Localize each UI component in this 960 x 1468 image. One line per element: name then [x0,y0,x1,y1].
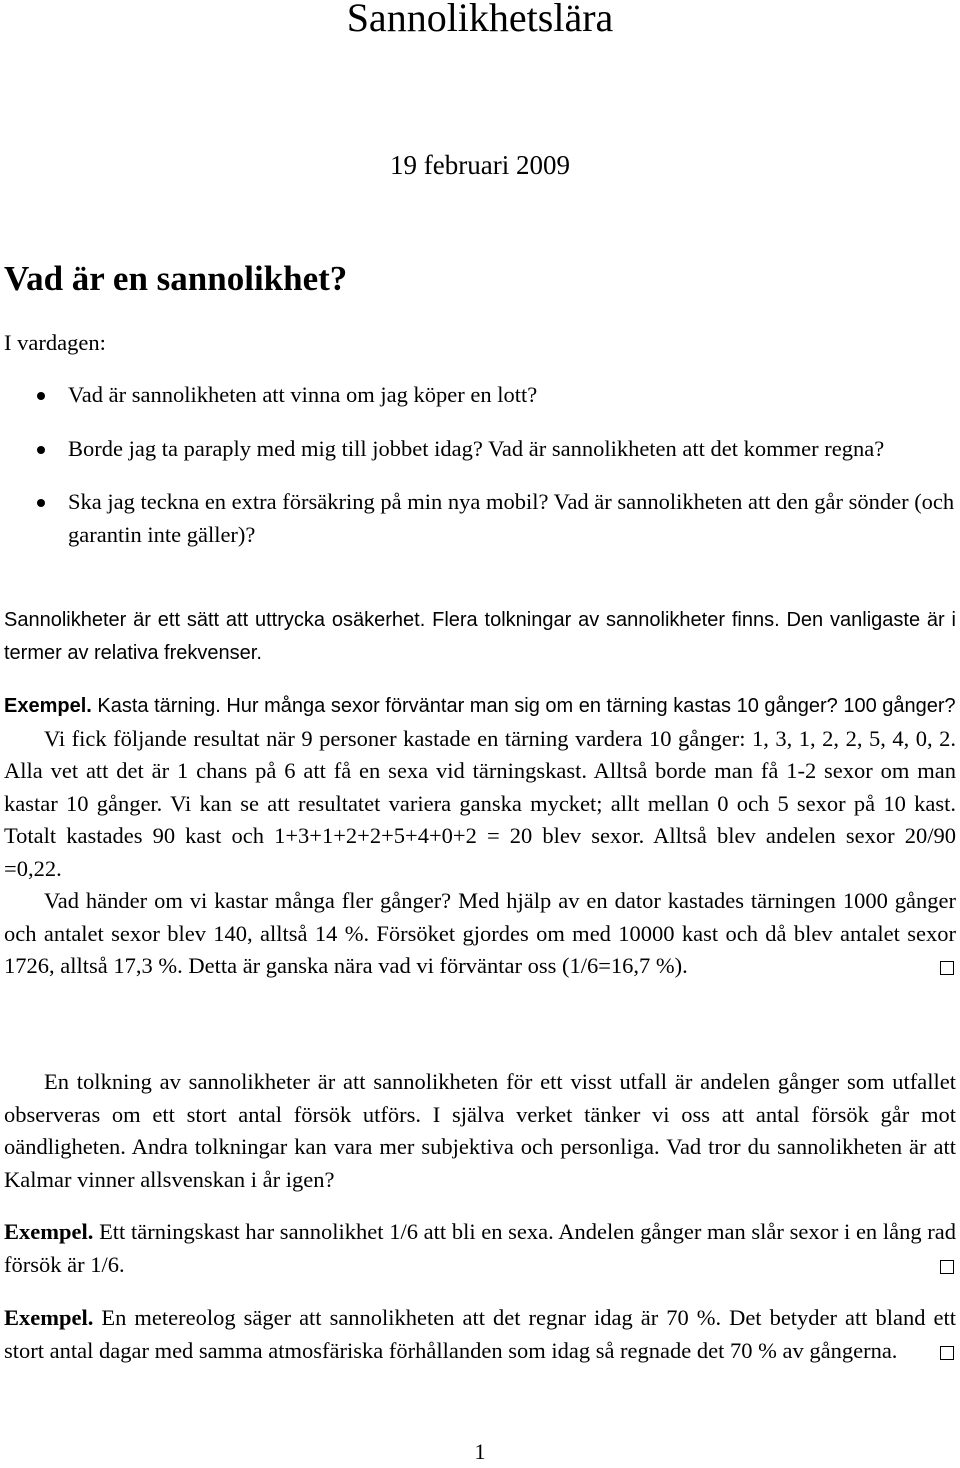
document-date: 19 februari 2009 [390,150,570,180]
bullet-icon [37,392,45,400]
qed-square-icon [940,961,954,975]
list-item-text: Ska jag teckna en extra försäkring på min nya mobil? Vad är sannolikheten att den går sönder (och garantin inte gäller)? [68,489,955,547]
section-heading: Vad är en sannolikhet? [4,259,348,298]
list-item-text: Vad är sannolikheten att vinna om jag köper en lott? [68,382,538,407]
example-paragraph [4,885,956,983]
example-label: Exempel. [4,695,92,717]
example-1 [4,690,956,983]
qed-square-icon [940,1346,954,1360]
document-title: Sannolikhetslära [346,0,614,40]
qed-square-icon [940,1260,954,1274]
list-item [0,433,960,466]
bullet-icon [37,446,45,454]
example-label: Exempel. [4,1305,94,1330]
example-lead-text: Kasta tärning. Hur många sexor förväntar man sig om en tärning kastas 10 gånger? 100 gånger? [97,695,956,717]
bullet-list [0,379,960,572]
example-text: Ett tärningskast har sannolikhet 1/6 att bli en sexa. Andelen gånger man slår sexor i en lång rad försök är 1/6. [4,1219,957,1277]
bullet-icon [37,499,45,507]
example-label: Exempel. [4,1219,94,1244]
example-paragraph-text: Vad händer om vi kastar många fler gånger? Med hjälp av en dator kastades tärningen 1000 gånger och antalet sexor blev 140, alltså 14 %. Försöket gjordes om med 10000 kast och då blev antalet sexor 1726, alltså 17,3 %. Detta är ganska nära vad vi förväntar oss (1/6=16,7 %). [4,888,956,978]
list-item [0,486,960,551]
page-number: 1 [474,1439,486,1464]
example-2 [4,1216,956,1281]
list-item-text: Borde jag ta paraply med mig till jobbet idag? Vad är sannolikheten att det kommer regna? [68,435,885,461]
example-paragraph: Vi fick följande resultat när 9 personer kastade en tärning vardera 10 gånger: 1, 3, 1, 2, 2, 5, 4, 0, 2. Alla vet att det är 1 chans på 6 att få en sexa vid tärningskast. Alltså borde man få 1-2 sexor om man kastar 10 gånger. Vi kan se att resultatet variera ganska mycket; allt mellan 0 och 5 sexor på 10 kast. Totalt kastades 90 kast och 1+3+1+2+2+5+4+0+2 = 20 blev sexor. Alltså blev andelen sexor 20/90 =0,22. [4,725,956,881]
intro-text: I vardagen: [4,330,106,355]
interpretation-paragraph: En tolkning av sannolikheter är att sannolikheten för ett visst utfall är andelen gånger som utfallet observeras om ett stort antal försök utförs. I själva verket tänker vi oss att antal försök går mot oändligheten. Andra tolkningar kan vara mer subjektiva och personliga. Vad tror du sannolikheten är att Kalmar vinner allsvenskan i år igen? [4,1069,956,1192]
list-item [0,379,960,412]
example-3 [4,1302,956,1367]
definition-paragraph: Sannolikheter är ett sätt att uttrycka osäkerhet. Flera tolkningar av sannolikheter finns. Den vanligaste är i termer av relativa frekvenser. [4,609,956,664]
example-text: En metereolog säger att sannolikheten att det regnar idag är 70 %. Det betyder att bland ett stort antal dagar med samma atmosfäriska förhållanden som idag så regnade det 70 % av gångerna. [4,1305,957,1363]
